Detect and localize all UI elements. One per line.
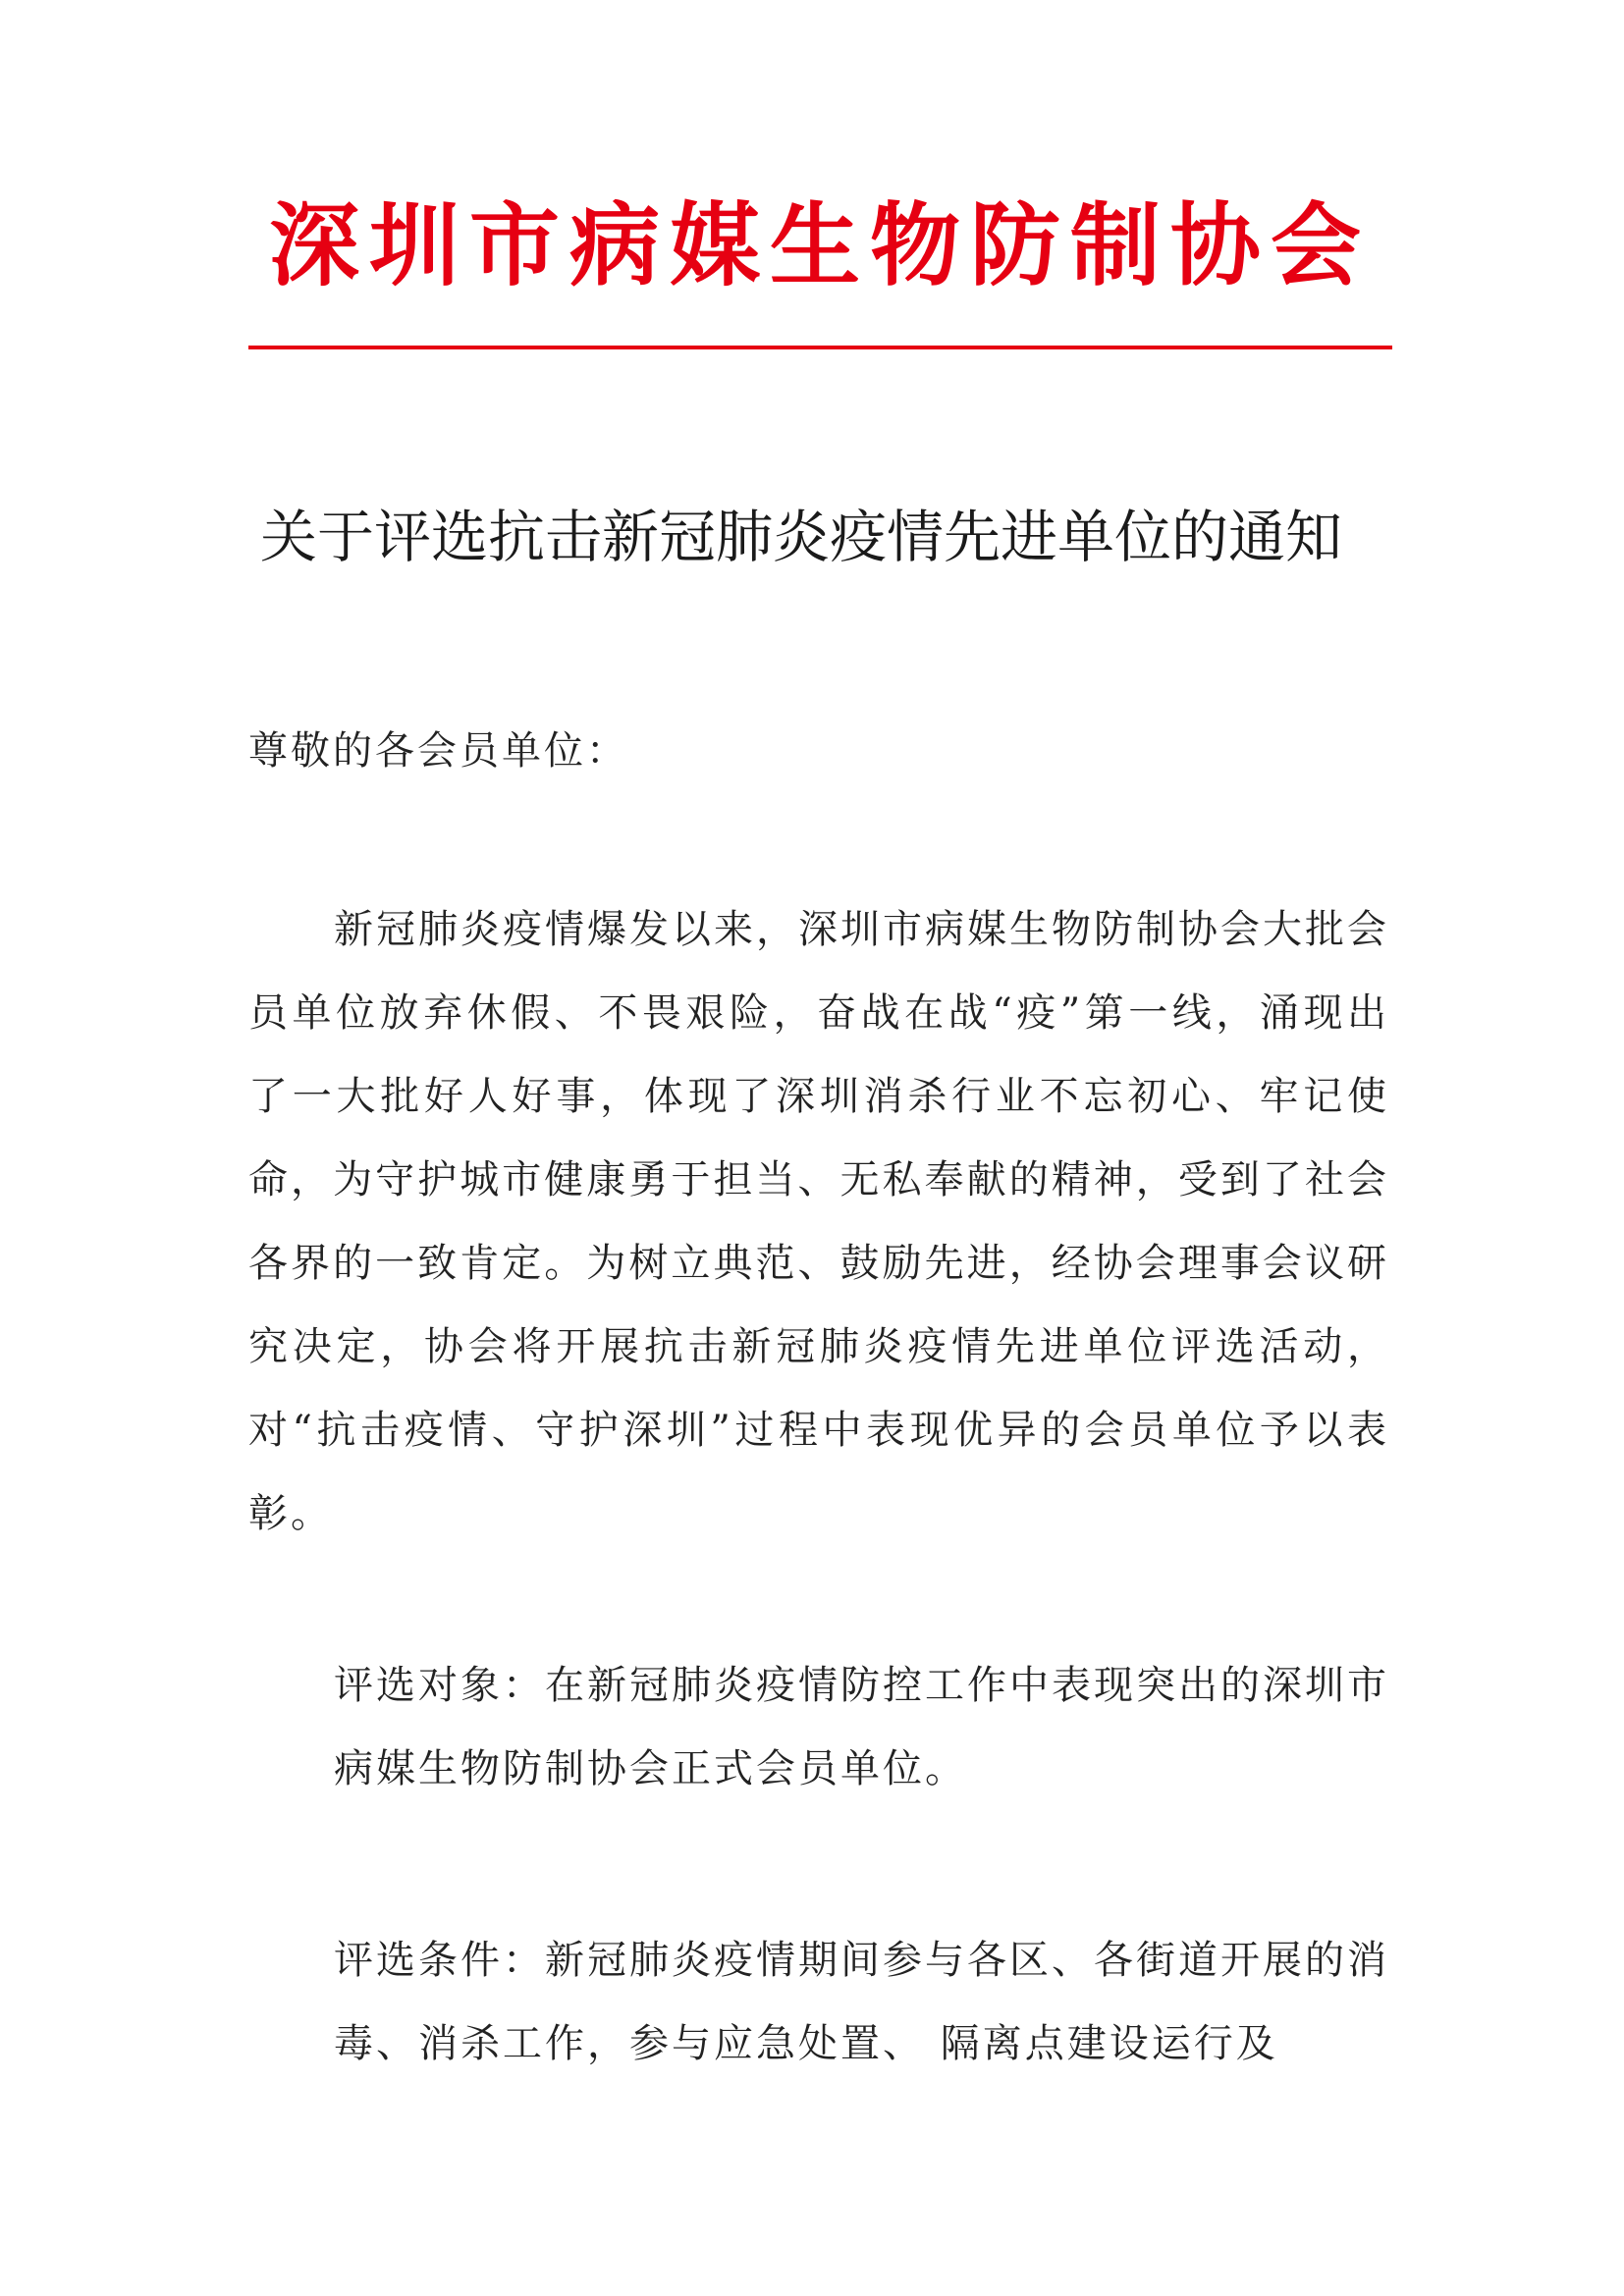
document-title: 关于评选抗击新冠肺炎疫情先进单位的通知: [260, 504, 1343, 570]
body-paragraph: 新冠肺炎疫情爆发以来，深圳市病媒生物防制协会大批会员单位放弃休假、不畏艰险，奋战在战“疫”第一线，涌现出了一大批好人好事，体现了深圳消杀行业不忘初心、牢记使命，为守护城市健康勇于担当、无私奉献的精神，受到了社会各界的一致肯定。为树立典范、鼓励先进，经协会理事会议研究决定，协会将开展抗击新冠肺炎疫情先进单位评选活动，对“抗击疫情、守护深圳”过程中表现优异的会员单位予以表彰。: [248, 907, 1389, 1536]
body-paragraph: 评选条件：新冠肺炎疫情期间参与各区、各街道开展的消毒、消杀工作，参与应急处置、 隔离点建设运行及: [334, 1938, 1389, 2066]
body-paragraph: 评选对象：在新冠肺炎疫情防控工作中表现突出的深圳市病媒生物防制协会正式会员单位。: [334, 1663, 1389, 1791]
salutation: 尊敬的各会员单位：: [248, 728, 628, 774]
organization-letterhead: 深圳市病媒生物防制协会: [268, 193, 1371, 298]
letterhead-red-rule: [248, 346, 1392, 349]
